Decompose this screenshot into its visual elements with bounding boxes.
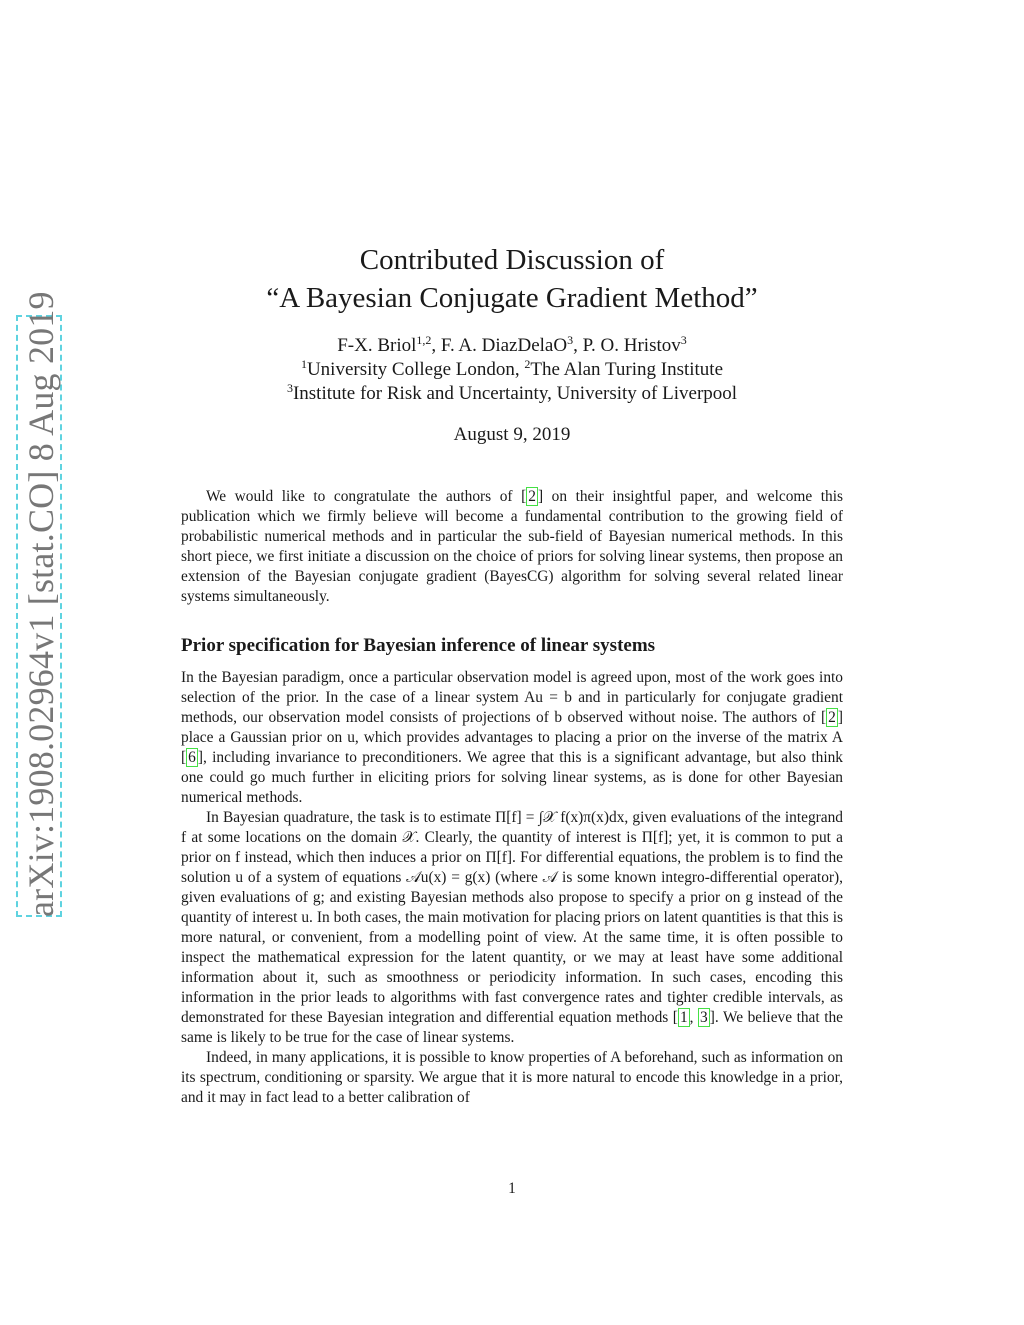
citation-link[interactable]: 1 [679,1009,688,1026]
paragraph-1: In the Bayesian paradigm, once a particular observation model is agreed upon, most of the work goes into selection of the prior. In the case of a linear system Au = b and in particularly for conjugate gradient methods, our observation model consists of projections of b observed without noise. The authors of [ 2 ] place a Gaussian prior on u, which provides advantages to placing a prior on the inverse of the matrix A [ 6 ], including invariance to preconditioners. We agree that this is a significant advantage, but also think one could go much further in eliciting priors for solving linear systems, as is done for other Bayesian numerical methods. [181,669,843,806]
citation-link[interactable]: 6 [188,749,196,766]
affiliation-1-2: $^1$University College London, $^2$The Alan Turing Institute [300,357,724,380]
page-number: 1 [508,1180,516,1197]
affil-marker: 3 [286,381,293,395]
citation-link[interactable]: 3 [700,1009,708,1026]
abstract: We would like to congratulate the authors of [ 2 ] on their insightful paper, and welcome this publication which we firmly believe will become a fundamental contribution to the growing field of probabilistic numerical methods and in particular the sub-field of Bayesian numerical methods. In this short piece, we first initiate a discussion on the choice of priors for solving linear systems, then propose an extension of the Bayesian conjugate gradient (BayesCG) algorithm for solving several related linear systems simultaneously. [181,488,844,605]
paragraph-3: Indeed, in many applications, it is possible to know properties of A beforehand, such as information on its spectrum, conditioning or sparsity. We argue that it is more natural to encode this knowledge in a prior, and it may in fact lead to a better calibration of [181,1049,843,1106]
affil-marker: 1,2 [416,333,432,347]
title-line-1: Contributed Discussion of [359,244,665,276]
affil-marker: 3 [567,333,574,347]
author-block [0,334,1024,406]
author-names: F-X. Briol$^{1,2}$, F. A. DiazDelaO$^3$, P. O. Hristov$^3$ [337,333,687,356]
citation-link[interactable]: 2 [828,709,836,726]
arxiv-stamp-text: arXiv:1908.02964v1 [stat.CO] 8 Aug 2019 [21,291,61,917]
paper-date: August 9, 2019 [453,424,571,445]
affil-marker: 3 [680,333,687,347]
paper-title [0,241,1024,317]
body-text [181,668,843,1108]
citation-link[interactable]: 2 [528,488,536,505]
affil-marker: 1 [300,357,307,371]
affil-marker: 2 [524,357,531,371]
paragraph-2: In Bayesian quadrature, the task is to estimate Π[f] = ∫𝒳 f(x)π(x)dx, given evaluations of the integrand f at some locations on the domain 𝒳. Clearly, the quantity of interest is Π[f]; yet, it is common to put a prior on f instead, which then induces a prior on Π[f]. For differential equations, the problem is to find the solution u of a system of equations 𝒜u(x) = g(x) (where 𝒜 is some known integro-differential operator), given evaluations of g; and existing Bayesian methods also propose to specify a prior on g instead of the quantity of interest u. In both cases, the main motivation for placing priors on latent quantities is that this is more natural, or convenient, from a modelling point of view. At the same time, it is often possible to inspect the mathematical expression for the latent quantity, or we may at least have some additional information about it, such as smoothness or periodicity information. In such cases, encoding this information in the prior leads to algorithms with fast convergence rates and tighter credible intervals, as demonstrated for these Bayesian integration and differential equation methods [ 1 , 3 ]. We believe that the same is likely to be true for the case of linear systems. [181,809,843,1046]
section-heading: Prior specification for Bayesian inference of linear systems [181,635,656,656]
title-line-2: “A Bayesian Conjugate Gradient Method” [266,282,758,314]
affiliation-3: $^3$Institute for Risk and Uncertainty, University of Liverpool [286,381,738,404]
